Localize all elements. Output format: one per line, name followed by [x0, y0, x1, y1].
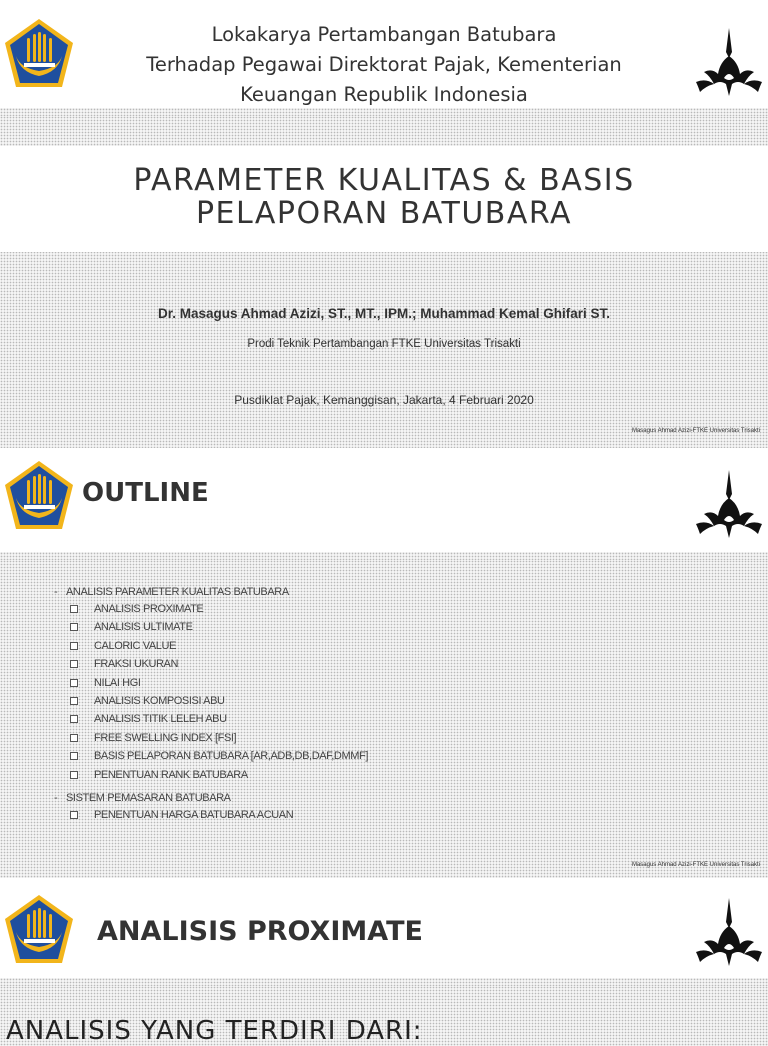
outline-item — [54, 766, 368, 784]
slide-heading: ANALISIS PROXIMATE — [97, 916, 423, 947]
kementerian-keuangan-logo-icon — [0, 892, 78, 970]
presentation-title-line: PELAPORAN BATUBARA — [195, 196, 573, 231]
checkbox-bullet-icon — [70, 679, 78, 687]
outline-item-label: ANALISIS TITIK LELEH ABU — [94, 713, 227, 726]
outline-item-label: ANALISIS KOMPOSISI ABU — [94, 695, 225, 708]
slide-heading: OUTLINE — [82, 478, 209, 508]
workshop-title-line: Terhadap Pegawai Direktorat Pajak, Kementerian — [146, 53, 622, 76]
outline-item — [54, 637, 368, 655]
checkbox-bullet-icon — [70, 660, 78, 668]
checkbox-bullet-icon — [70, 605, 78, 613]
slide-header — [0, 878, 768, 978]
checkbox-bullet-icon — [70, 715, 78, 723]
outline-item-label: PENENTUAN HARGA BATUBARA ACUAN — [94, 809, 294, 822]
slide-title — [0, 0, 768, 448]
outline-item — [54, 806, 368, 824]
dotted-divider — [0, 552, 768, 560]
checkbox-bullet-icon — [70, 734, 78, 742]
workshop-title-line: Keuangan Republik Indonesia — [240, 83, 528, 106]
outline-item — [54, 710, 368, 728]
workshop-title-line: Lokakarya Pertambangan Batubara — [211, 23, 557, 46]
outline-item-label: PENENTUAN RANK BATUBARA — [94, 768, 248, 781]
checkbox-bullet-icon — [70, 642, 78, 650]
slide-header — [0, 448, 768, 552]
trisakti-logo-icon — [690, 464, 768, 542]
outline-item — [54, 747, 368, 765]
outline-item — [54, 618, 368, 636]
slide-body — [0, 986, 768, 1046]
outline-item — [54, 674, 368, 692]
slide-header — [0, 0, 768, 108]
checkbox-bullet-icon — [70, 811, 78, 819]
outline-item-label: NILAI HGI — [94, 676, 141, 689]
event-info: Pusdiklat Pajak, Kemanggisan, Jakarta, 4 Februari 2020 — [234, 393, 534, 407]
outline-item — [54, 729, 368, 747]
dotted-divider — [0, 978, 768, 986]
outline-item-label: FRAKSI UKURAN — [94, 658, 179, 671]
footer-note: Masagus Ahmad Azizi-FTKE Universitas Trisakti — [631, 428, 760, 434]
outline-item — [54, 600, 368, 618]
outline-section-label: - SISTEM PEMASARAN BATUBARA — [54, 790, 368, 806]
slide-outline — [0, 448, 768, 878]
checkbox-bullet-icon — [70, 771, 78, 779]
outline-item-label: CALORIC VALUE — [94, 639, 177, 652]
trisakti-logo-icon — [690, 892, 768, 970]
presentation-title — [0, 146, 768, 252]
authors: Dr. Masagus Ahmad Azizi, ST., MT., IPM.; Muhammad Kemal Ghifari ST. — [157, 306, 611, 321]
outline-item-label: FREE SWELLING INDEX [FSI] — [94, 731, 237, 744]
footer-note: Masagus Ahmad Azizi-FTKE Universitas Trisakti — [631, 862, 760, 868]
affiliation: Prodi Teknik Pertambangan FTKE Universitas Trisakti — [247, 338, 521, 350]
checkbox-bullet-icon — [70, 697, 78, 705]
slide-body — [0, 116, 768, 448]
outline-item — [54, 655, 368, 673]
outline-item — [54, 692, 368, 710]
slide-body — [0, 560, 768, 878]
outline-item-label: ANALISIS ULTIMATE — [94, 621, 193, 634]
checkbox-bullet-icon — [70, 752, 78, 760]
presentation-title-line: PARAMETER KUALITAS & BASIS — [133, 163, 635, 198]
outline-item-label: BASIS PELAPORAN BATUBARA [AR,ADB,DB,DAF,DMMF] — [94, 750, 368, 763]
outline-section-label: - ANALISIS PARAMETER KUALITAS BATUBARA — [54, 584, 368, 600]
checkbox-bullet-icon — [70, 623, 78, 631]
kementerian-keuangan-logo-icon — [0, 16, 78, 94]
trisakti-logo-icon — [690, 22, 768, 100]
slide-proximate — [0, 878, 768, 1046]
outline-list — [54, 584, 368, 824]
section-subtitle: ANALISIS YANG TERDIRI DARI: — [6, 1016, 423, 1046]
workshop-title — [100, 20, 668, 110]
kementerian-keuangan-logo-icon — [0, 458, 78, 536]
dotted-divider — [0, 108, 768, 116]
outline-item-label: ANALISIS PROXIMATE — [94, 603, 204, 615]
